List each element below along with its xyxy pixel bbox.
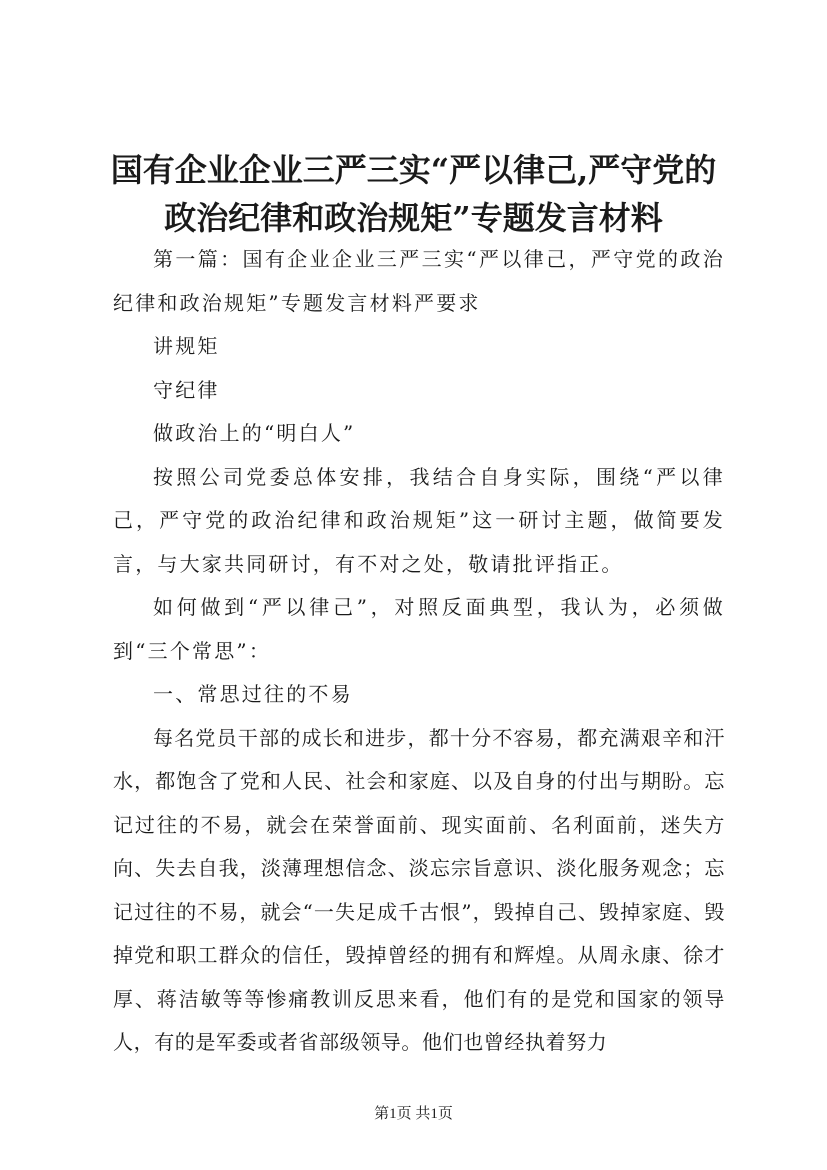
paragraph: 讲规矩 (153, 334, 220, 358)
section-heading: 一、常思过往的不易 (153, 682, 353, 706)
paragraph: 按照公司党委总体安排，我结合自身实际，围绕“严以律己，严守党的政治纪律和政治规矩”这一研讨主题，做简要发言，与大家共同研讨，有不对之处，敬请批评指正。 (113, 464, 725, 576)
paragraph: 第一篇：国有企业企业三严三实“严以律己，严守党的政治纪律和政治规矩”专题发言材料严要求 (113, 247, 725, 315)
paragraph: 如何做到“严以律己”，对照反面典型，我认为，必须做到“三个常思”： (113, 595, 725, 663)
paragraph: 守纪律 (153, 377, 220, 402)
page-footer: 第1页 共1页 (374, 1106, 453, 1122)
paragraph: 做政治上的“明白人” (153, 421, 356, 445)
document-body (113, 238, 725, 1065)
paragraph: 每名党员干部的成长和进步，都十分不容易，都充满艰辛和汗水，都饱含了党和人民、社会和家庭、以及自身的付出与期盼。忘记过往的不易，就会在荣誉面前、现实面前、名利面前，迷失方向、失去自我，淡薄理想信念、淡忘宗旨意识、淡化服务观念；忘记过往的不易，就会“一失足成千古恨”，毁掉自己、毁掉家庭、毁掉党和职工群众的信任，毁掉曾经的拥有和辉煌。从周永康、徐才厚、蒋洁敏等等惨痛教训反思来看，他们有的是党和国家的领导人，有的是军委或者省部级领导。他们也曾经执着努力 (113, 725, 725, 1054)
document-title: 国有企业企业三严三实“严以律己,严守党的政治纪律和政治规矩”专题发言材料 (110, 151, 717, 237)
